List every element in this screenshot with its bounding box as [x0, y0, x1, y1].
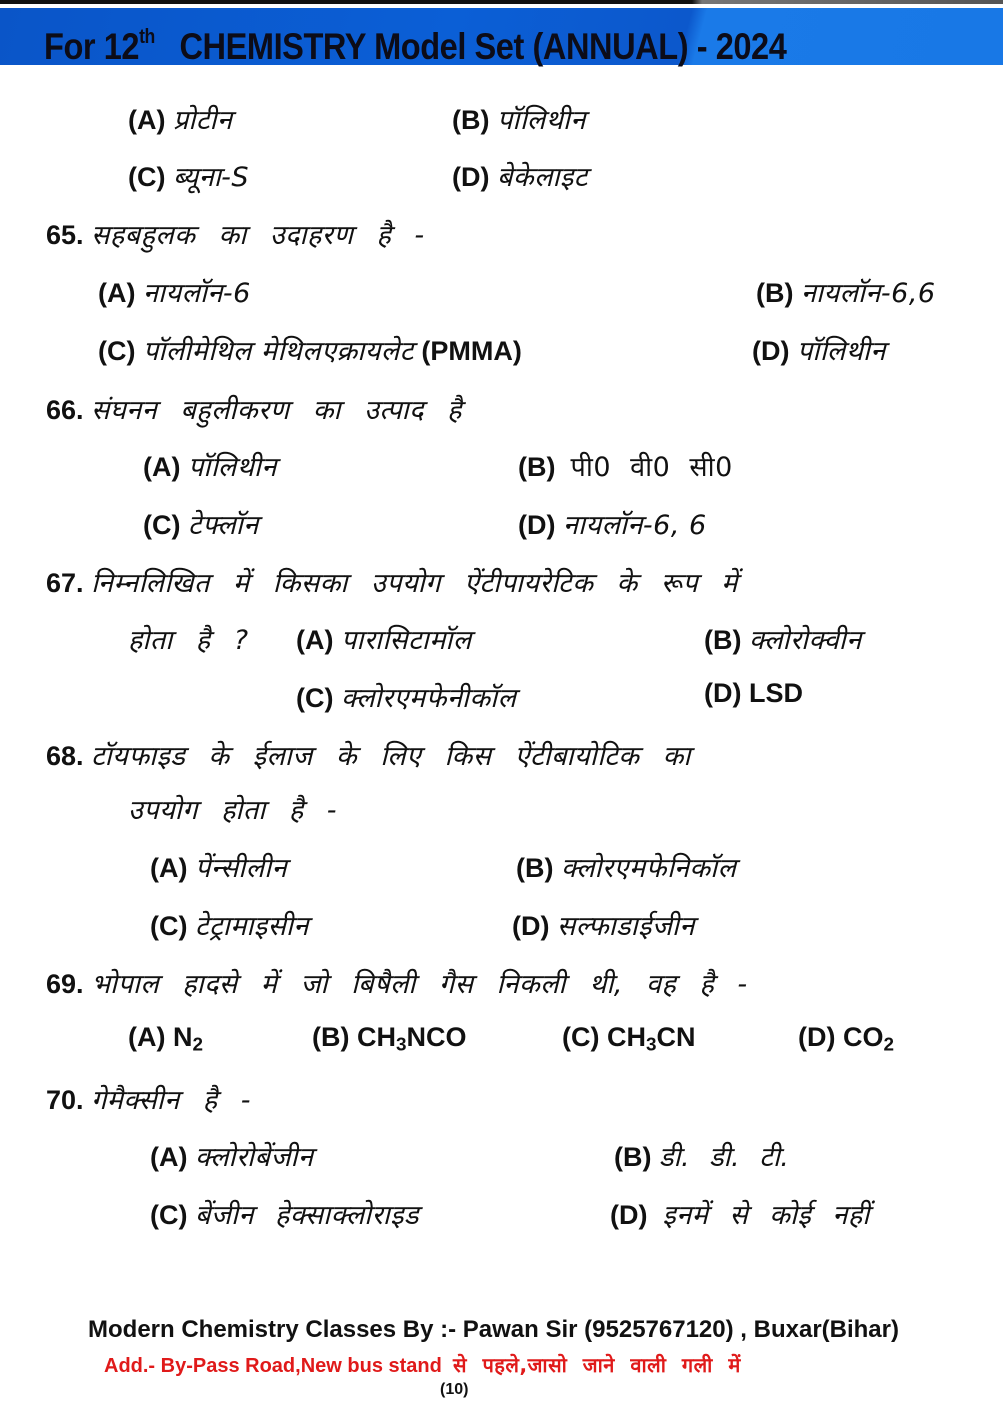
option-label: (A) [98, 278, 136, 308]
option-text: पारासिटामॉल [341, 625, 472, 656]
option-text: सल्फाडाईजीन [557, 911, 695, 942]
q66-option-d [518, 505, 707, 542]
q69-option-d [798, 1022, 894, 1057]
q65-option-d [752, 331, 886, 368]
q67-option-a [296, 620, 472, 657]
q70-option-a [150, 1137, 313, 1174]
question-number: 65. [46, 220, 84, 250]
option-label: (C) [562, 1022, 600, 1052]
option-text: पी0 वी0 सी0 [570, 452, 733, 483]
title-text: CHEMISTRY Model Set (ANNUAL) - 2024 [179, 26, 787, 67]
header-banner [0, 8, 1003, 65]
option-label: (A) [128, 1022, 166, 1052]
question-68-continued [128, 790, 337, 827]
option-label: (B) [312, 1022, 350, 1052]
q70-option-b [614, 1137, 789, 1174]
option-text: प्रोटीन [173, 105, 233, 136]
option-label: (C) [143, 510, 181, 540]
top-border-line [0, 0, 1003, 4]
option-label: (C) [98, 336, 136, 366]
question-text: गेमैक्सीन है - [91, 1085, 251, 1116]
option-label: (C) [150, 911, 188, 941]
q66-option-c [143, 505, 259, 542]
question-text-cont: उपयोग होता है - [128, 795, 338, 826]
option-formula: $CH_3CN$ [607, 1022, 696, 1056]
page-title [44, 26, 786, 68]
option-label: (A) [296, 625, 334, 655]
option-text: क्लोरोक्वीन [749, 625, 862, 656]
q66-option-a [143, 447, 277, 484]
option-formula: $CH_3NCO$ [357, 1022, 467, 1056]
option-text: पॉलीमेथिल मेथिलएक्रायलेट [143, 336, 414, 367]
option-text: LSD [749, 678, 803, 708]
option-text: बेकेलाइट [497, 162, 588, 193]
option-text: टेफ्लॉन [188, 510, 259, 541]
prev-option-d [452, 157, 588, 194]
option-text: ब्यूना-S [173, 162, 250, 193]
question-number: 69. [46, 969, 84, 999]
option-label: (D) [512, 911, 550, 941]
q69-option-b [312, 1022, 467, 1057]
question-number: 67. [46, 568, 84, 598]
option-label: (B) [452, 105, 490, 135]
option-formula: $CO_2$ [843, 1022, 895, 1056]
option-formula: $N_2$ [173, 1022, 204, 1056]
q67-option-d [704, 678, 803, 709]
footer-address [104, 1351, 741, 1378]
question-number: 70. [46, 1085, 84, 1115]
q68-option-c [150, 906, 309, 943]
option-label: (C) [150, 1200, 188, 1230]
q65-option-c [98, 331, 522, 368]
footer-institute: Modern Chemistry Classes By :- Pawan Sir (9525767120) , Buxar(Bihar) [88, 1316, 899, 1343]
option-text: डी. डी. टी. [659, 1142, 790, 1173]
option-text: क्लोरोबेंजीन [195, 1142, 314, 1173]
option-text: पॉलिथीन [188, 452, 277, 483]
option-label: (A) [143, 452, 181, 482]
q67-option-b [704, 620, 862, 657]
option-label: (B) [704, 625, 742, 655]
prev-option-a [128, 100, 232, 137]
question-number: 68. [46, 741, 84, 771]
option-text: नायलॉन-6 [143, 278, 251, 309]
option-abbrev: (PMMA) [421, 336, 522, 366]
option-label: (C) [128, 162, 166, 192]
option-text: नायलॉन-6, 6 [563, 510, 707, 541]
option-label: (B) [614, 1142, 652, 1172]
q70-option-d [610, 1195, 870, 1232]
q69-option-a [128, 1022, 203, 1057]
question-66 [46, 390, 462, 427]
q68-option-a [150, 848, 287, 885]
question-69 [46, 964, 748, 1001]
option-text: टेट्रामाइसीन [195, 911, 309, 942]
question-text: सहबहुलक का उदाहरण है - [91, 220, 425, 251]
title-class: For 12 [44, 26, 140, 67]
question-67 [46, 563, 738, 600]
question-68 [46, 736, 691, 773]
option-label: (D) [452, 162, 490, 192]
option-label: (A) [150, 1142, 188, 1172]
question-text: निम्नलिखित में किसका उपयोग ऐंटीपायरेटिक के रूप में [91, 568, 738, 599]
option-text: पॉलिथीन [497, 105, 586, 136]
question-65 [46, 215, 425, 252]
q68-option-b [516, 848, 736, 885]
address-english: Add.- By-Pass Road,New bus stand [104, 1355, 442, 1377]
q65-option-a [98, 273, 251, 310]
page-number: (10) [440, 1381, 469, 1398]
option-label: (B) [516, 853, 554, 883]
option-text: पॉलिथीन [797, 336, 886, 367]
q66-option-b [518, 447, 733, 484]
option-label: (D) [752, 336, 790, 366]
q68-option-d [512, 906, 695, 943]
option-label: (B) [518, 452, 556, 482]
option-text: नायलॉन-6,6 [801, 278, 936, 309]
question-text: संघनन बहुलीकरण का उत्पाद है [91, 395, 462, 426]
question-67-continued [128, 620, 249, 657]
option-text: इनमें से कोई नहीं [662, 1200, 870, 1231]
question-text: भोपाल हादसे में जो बिषैली गैस निकली थी, वह है - [91, 969, 748, 1000]
question-number: 66. [46, 395, 84, 425]
option-label: (D) [610, 1200, 648, 1230]
option-text: बेंजीन हेक्साक्लोराइड [195, 1200, 419, 1231]
option-label: (D) [798, 1022, 836, 1052]
option-label: (C) [296, 683, 334, 713]
question-text: टॉयफाइड के ईलाज के लिए किस ऐंटीबायोटिक का [91, 741, 691, 772]
prev-option-b [452, 100, 586, 137]
question-text-cont: होता है ? [128, 625, 249, 656]
option-text: क्लोरएमफेनीकॉल [341, 683, 517, 714]
prev-option-c [128, 157, 249, 194]
option-label: (D) [704, 678, 742, 708]
option-text: पेंन्सीलीन [195, 853, 288, 884]
q70-option-c [150, 1195, 419, 1232]
q69-option-c [562, 1022, 696, 1057]
address-hindi: से पहले,जासो जाने वाली गली में [452, 1353, 741, 1377]
question-70 [46, 1080, 251, 1117]
option-label: (A) [150, 853, 188, 883]
q65-option-b [756, 273, 936, 310]
option-text: क्लोरएमफेनिकॉल [561, 853, 737, 884]
option-label: (D) [518, 510, 556, 540]
option-label: (B) [756, 278, 794, 308]
q67-option-c [296, 678, 516, 715]
option-label: (A) [128, 105, 166, 135]
title-superscript: th [139, 26, 155, 48]
